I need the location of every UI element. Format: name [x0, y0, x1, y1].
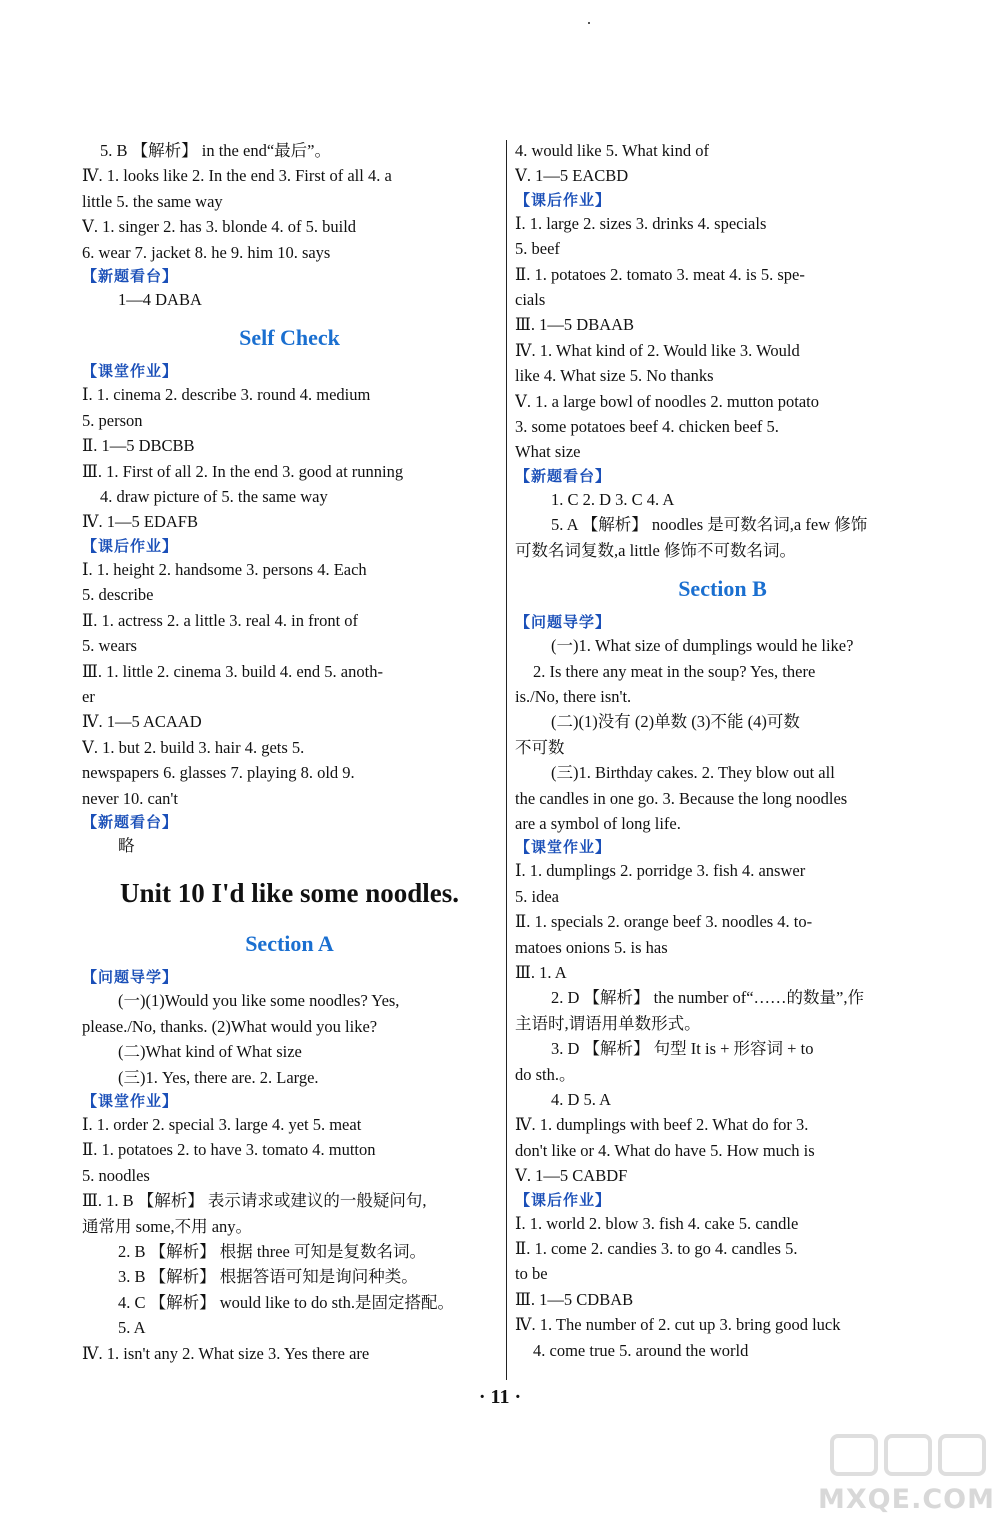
- text-line: Ⅱ. 1. actress 2. a little 3. real 4. in front of: [82, 610, 359, 630]
- text-line: Ⅳ. 1. isn't any 2. What size 3. Yes there are: [82, 1343, 370, 1363]
- text-line: Ⅳ. 1. looks like 2. In the end 3. First of all 4. a: [82, 166, 392, 186]
- section-tag: 【课堂作业】: [82, 1091, 179, 1110]
- text-line: 主语时,谓语用单数形式。: [515, 1013, 701, 1033]
- text-line: Ⅰ. 1. large 2. sizes 3. drinks 4. specials: [515, 213, 767, 233]
- text-line: Ⅴ. 1—5 EACBD: [515, 166, 629, 186]
- text-line: (三)1. Yes, there are. 2. Large.: [118, 1067, 319, 1087]
- text-line: Ⅲ. 1. B 【解析】 表示请求或建议的一般疑问句,: [82, 1191, 427, 1211]
- text-line: 4. D 5. A: [551, 1090, 612, 1109]
- text-line: 5. B 【解析】 in the end“最后”。: [100, 141, 331, 160]
- text-line: don't like or 4. What do have 5. How much is: [515, 1140, 815, 1160]
- text-line: 4. come true 5. around the world: [533, 1340, 749, 1360]
- text-line: Ⅰ. 1. world 2. blow 3. fish 4. cake 5. candle: [515, 1213, 799, 1233]
- section-tag: 【课后作业】: [515, 1190, 612, 1209]
- text-line: Ⅲ. 1—5 DBAAB: [515, 315, 635, 335]
- section-tag: 【课后作业】: [82, 536, 179, 555]
- text-line: Ⅱ. 1. potatoes 2. tomato 3. meat 4. is 5. spe-: [515, 264, 805, 284]
- text-line: Ⅰ. 1. cinema 2. describe 3. round 4. medium: [82, 385, 371, 405]
- text-line: er: [82, 686, 95, 706]
- text-line: do sth.。: [515, 1064, 576, 1084]
- page-number: · 11 ·: [478, 1386, 522, 1408]
- text-line: Ⅰ. 1. height 2. handsome 3. persons 4. Each: [82, 559, 367, 579]
- section-tag: 【新题看台】: [82, 267, 179, 286]
- text-line: Ⅳ. 1. What kind of 2. Would like 3. Would: [515, 340, 800, 360]
- unit-title: Unit 10 I'd like some noodles.: [119, 878, 460, 909]
- text-line: 3. B 【解析】 根据答语可知是询问种类。: [118, 1267, 418, 1287]
- section-tag: 【新题看台】: [82, 812, 179, 831]
- text-line: 6. wear 7. jacket 8. he 9. him 10. says: [82, 242, 331, 262]
- text-line: 5. noodles: [82, 1165, 150, 1185]
- text-line: Ⅳ. 1. The number of 2. cut up 3. bring good luck: [515, 1315, 841, 1335]
- text-line: (一)1. What size of dumplings would he like?: [551, 636, 854, 656]
- text-line: newspapers 6. glasses 7. playing 8. old 9.: [82, 763, 355, 783]
- text-line: (二)(1)没有 (2)单数 (3)不能 (4)可数: [551, 712, 800, 732]
- text-line: please./No, thanks. (2)What would you like?: [82, 1016, 378, 1036]
- text-line: Ⅲ. 1. First of all 2. In the end 3. good at running: [82, 461, 404, 481]
- text-line: 3. D 【解析】 句型 It is + 形容词 + to: [551, 1039, 814, 1059]
- column-divider: [506, 140, 507, 1380]
- text-line: are a symbol of long life.: [515, 813, 681, 833]
- text-line: 5. A 【解析】 noodles 是可数名词,a few 修饰: [551, 515, 868, 535]
- text-line: never 10. can't: [82, 788, 178, 808]
- text-line: 2. B 【解析】 根据 three 可知是复数名词。: [118, 1242, 426, 1261]
- text-line: 4. would like 5. What kind of: [515, 141, 710, 160]
- text-line: 2. Is there any meat in the soup? Yes, there: [533, 661, 816, 681]
- text-line: 可数名词复数,a little 修饰不可数名词。: [515, 540, 796, 560]
- text-line: Ⅱ. 1. potatoes 2. to have 3. tomato 4. mutton: [82, 1140, 376, 1160]
- section-tag: 【问题导学】: [515, 613, 612, 632]
- text-line: 4. draw picture of 5. the same way: [100, 487, 328, 507]
- text-line: Ⅴ. 1. but 2. build 3. hair 4. gets 5.: [82, 737, 305, 757]
- text-line: Ⅳ. 1—5 ACAAD: [82, 712, 202, 732]
- text-line: 1—4 DABA: [118, 290, 202, 310]
- watermark-text: MXQE.COM: [818, 1484, 995, 1515]
- scan-speck: [588, 22, 590, 24]
- text-line: 5. describe: [82, 585, 154, 605]
- text-line: is./No, there isn't.: [515, 686, 632, 706]
- text-line: 5. beef: [515, 239, 560, 259]
- text-line: like 4. What size 5. No thanks: [515, 366, 714, 386]
- section-tag: 【课堂作业】: [82, 362, 179, 381]
- text-line: Ⅴ. 1. a large bowl of noodles 2. mutton potato: [515, 391, 819, 411]
- text-line: to be: [515, 1264, 548, 1284]
- section-tag: 【新题看台】: [515, 466, 612, 485]
- section-heading: Section A: [245, 931, 334, 957]
- text-line: Ⅲ. 1—5 CDBAB: [515, 1289, 634, 1309]
- section-tag: 【课后作业】: [515, 190, 612, 209]
- text-line: 4. C 【解析】 would like to do sth.是固定搭配。: [118, 1292, 454, 1312]
- left-column: [82, 138, 497, 1366]
- text-line: 5. A: [118, 1318, 146, 1338]
- right-column: [515, 138, 930, 1363]
- text-line: Ⅳ. 1—5 EDAFB: [82, 512, 198, 532]
- text-line: 1. C 2. D 3. C 4. A: [551, 489, 675, 509]
- text-line: Ⅱ. 1—5 DBCBB: [82, 436, 195, 456]
- text-line: 5. wears: [82, 636, 137, 656]
- section-tag: 【问题导学】: [82, 968, 179, 987]
- text-line: (三)1. Birthday cakes. 2. They blow out all: [551, 763, 835, 783]
- text-line: 5. person: [82, 410, 143, 430]
- text-line: (一)(1)Would you like some noodles? Yes,: [118, 991, 400, 1011]
- text-line: What size: [515, 442, 581, 462]
- text-line: little 5. the same way: [82, 191, 223, 211]
- text-line: 通常用 some,不用 any。: [82, 1216, 253, 1236]
- section-heading: Self Check: [239, 325, 340, 351]
- text-line: Ⅴ. 1—5 CABDF: [515, 1166, 628, 1186]
- text-line: Ⅱ. 1. specials 2. orange beef 3. noodles 4. to-: [515, 912, 813, 932]
- text-line: 2. D 【解析】 the number of“……的数量”,作: [551, 988, 864, 1008]
- text-line: cials: [515, 290, 546, 310]
- text-line: matoes onions 5. is has: [515, 937, 668, 957]
- text-line: Ⅲ. 1. little 2. cinema 3. build 4. end 5. anoth-: [82, 661, 383, 681]
- text-line: Ⅳ. 1. dumplings with beef 2. What do for 3.: [515, 1115, 809, 1135]
- text-line: Ⅰ. 1. order 2. special 3. large 4. yet 5. meat: [82, 1114, 362, 1134]
- text-line: Ⅴ. 1. singer 2. has 3. blonde 4. of 5. build: [82, 217, 357, 237]
- text-line: Ⅱ. 1. come 2. candies 3. to go 4. candles 5.: [515, 1239, 798, 1259]
- text-line: (二)What kind of What size: [118, 1042, 302, 1062]
- section-tag: 【课堂作业】: [515, 838, 612, 857]
- text-line: 5. idea: [515, 886, 559, 906]
- text-line: Ⅲ. 1. A: [515, 962, 567, 982]
- text-line: Ⅰ. 1. dumplings 2. porridge 3. fish 4. answer: [515, 861, 806, 881]
- section-heading: Section B: [678, 576, 767, 602]
- text-line: the candles in one go. 3. Because the long noodles: [515, 788, 848, 808]
- text-line: 3. some potatoes beef 4. chicken beef 5.: [515, 417, 779, 437]
- text-line: 不可数: [515, 737, 565, 757]
- text-line: 略: [118, 835, 135, 855]
